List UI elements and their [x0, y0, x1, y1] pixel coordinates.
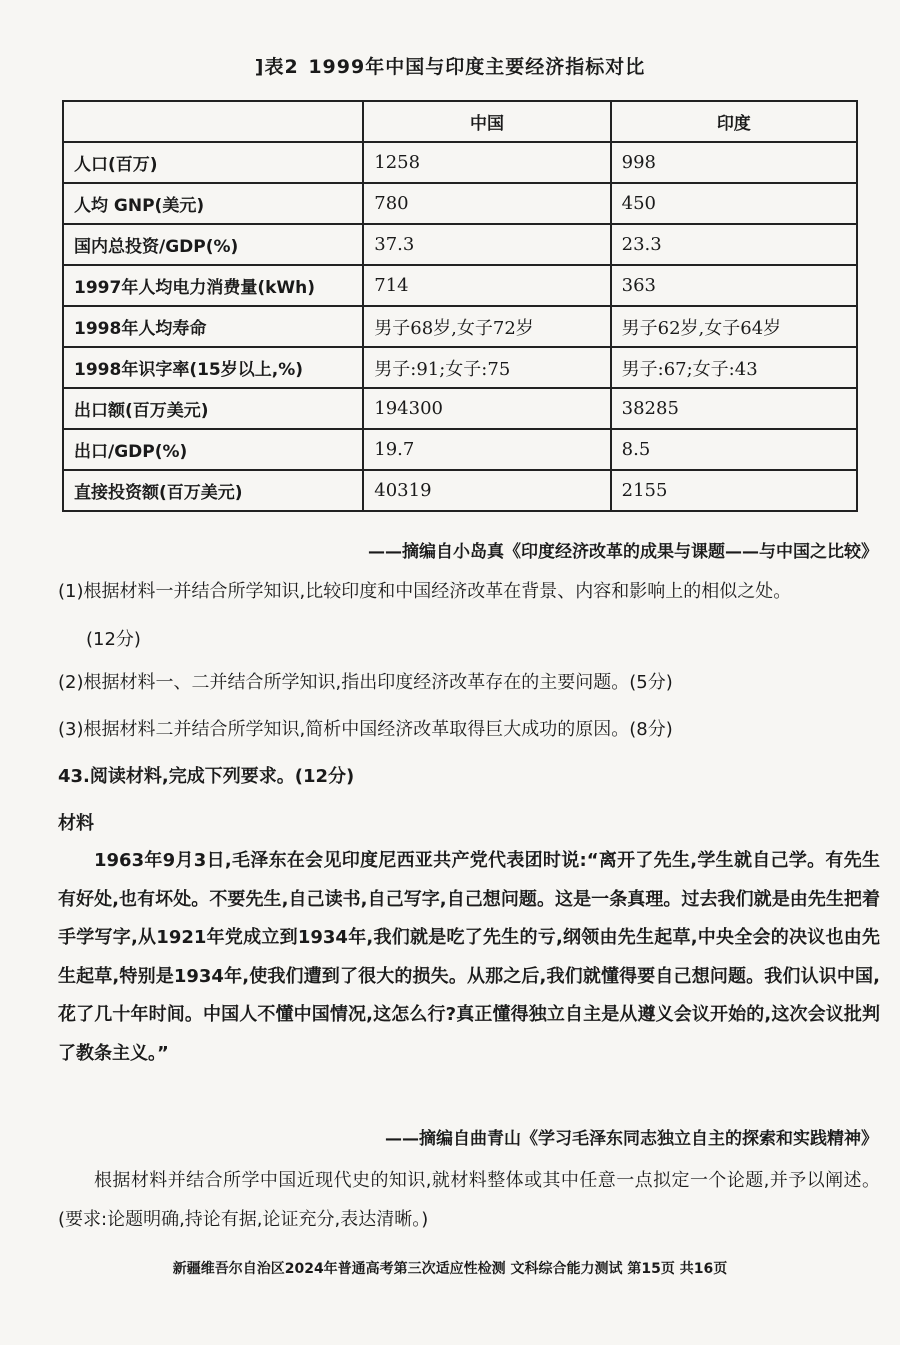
cell-india: 38285: [611, 388, 857, 429]
cell-india: 363: [611, 265, 857, 306]
cell-label: 1998年识字率(15岁以上,%): [63, 347, 363, 388]
cell-china: 男子68岁,女子72岁: [363, 306, 610, 347]
question-1-score: (12分): [86, 629, 141, 650]
comparison-table: [62, 100, 858, 512]
table-row: [63, 388, 857, 429]
table-row: [63, 224, 857, 265]
cell-india: 男子62岁,女子64岁: [611, 306, 857, 347]
task-text: 根据材料并结合所学中国近现代史的知识,就材料整体或其中任意一点拟定一个论题,并予以阐述。(要求:论题明确,持论有据,论证充分,表达清晰。): [58, 1170, 880, 1230]
page-footer: 新疆维吾尔自治区2024年普通高考第三次适应性检测 文科综合能力测试 第15页 共16页: [172, 1261, 728, 1277]
cell-china: 780: [363, 183, 610, 224]
cell-label: 国内总投资/GDP(%): [63, 224, 363, 265]
cell-china: 19.7: [363, 429, 610, 470]
header-cell: 中国: [363, 101, 610, 142]
table-title-prefix: ]表2: [254, 56, 299, 78]
cell-label: 1997年人均电力消费量(kWh): [63, 265, 363, 306]
cell-china: 40319: [363, 470, 610, 511]
header-cell: [63, 101, 363, 142]
cell-china: 1258: [363, 142, 610, 183]
table-title: [0, 52, 900, 79]
table-source: ——摘编自小岛真《印度经济改革的成果与课题——与中国之比较》: [368, 542, 878, 562]
material-text: 1963年9月3日,毛泽东在会见印度尼西亚共产党代表团时说:“离开了先生,学生就自己学。有先生有好处,也有坏处。不要先生,自己读书,自己写字,自己想问题。这是一条真理。过去我们就是由先生把着手学写字,从1921年党成立到1934年,我们就是吃了先生的亏,纲领由先生起草,中央全会的决议也由先生起草,特别是1934年,使我们遭到了很大的损失。从那之后,我们就懂得要自己想问题。我们认识中国,花了几十年时间。中国人不懂中国情况,这怎么行?真正懂得独立自主是从遵义会议开始的,这次会议批判了教条主义。”: [58, 850, 880, 1064]
cell-label: 出口额(百万美元): [63, 388, 363, 429]
table-row: [63, 347, 857, 388]
material-source: ——摘编自曲青山《学习毛泽东同志独立自主的探索和实践精神》: [385, 1129, 878, 1149]
table-row: [63, 265, 857, 306]
table-row: [63, 470, 857, 511]
cell-china: 37.3: [363, 224, 610, 265]
table-title-text: 1999年中国与印度主要经济指标对比: [308, 56, 646, 78]
cell-label: 人均 GNP(美元): [63, 183, 363, 224]
cell-china: 194300: [363, 388, 610, 429]
q43-title: 43.阅读材料,完成下列要求。(12分): [58, 766, 355, 787]
cell-label: 出口/GDP(%): [63, 429, 363, 470]
cell-china: 714: [363, 265, 610, 306]
question-1: (1)根据材料一并结合所学知识,比较印度和中国经济改革在背景、内容和影响上的相似之处。: [58, 581, 792, 602]
table-row: [63, 429, 857, 470]
cell-india: 8.5: [611, 429, 857, 470]
cell-label: 人口(百万): [63, 142, 363, 183]
cell-india: 23.3: [611, 224, 857, 265]
table-row: [63, 306, 857, 347]
table-header-row: [63, 101, 857, 142]
cell-india: 男子:67;女子:43: [611, 347, 857, 388]
question-2: (2)根据材料一、二并结合所学知识,指出印度经济改革存在的主要问题。(5分): [58, 672, 673, 693]
material-label: 材料: [58, 813, 94, 834]
cell-india: 2155: [611, 470, 857, 511]
cell-india: 998: [611, 142, 857, 183]
question-3: (3)根据材料二并结合所学知识,简析中国经济改革取得巨大成功的原因。(8分): [58, 719, 673, 740]
header-cell: 印度: [611, 101, 857, 142]
cell-label: 直接投资额(百万美元): [63, 470, 363, 511]
cell-india: 450: [611, 183, 857, 224]
table-row: [63, 183, 857, 224]
cell-label: 1998年人均寿命: [63, 306, 363, 347]
cell-china: 男子:91;女子:75: [363, 347, 610, 388]
table-row: [63, 142, 857, 183]
